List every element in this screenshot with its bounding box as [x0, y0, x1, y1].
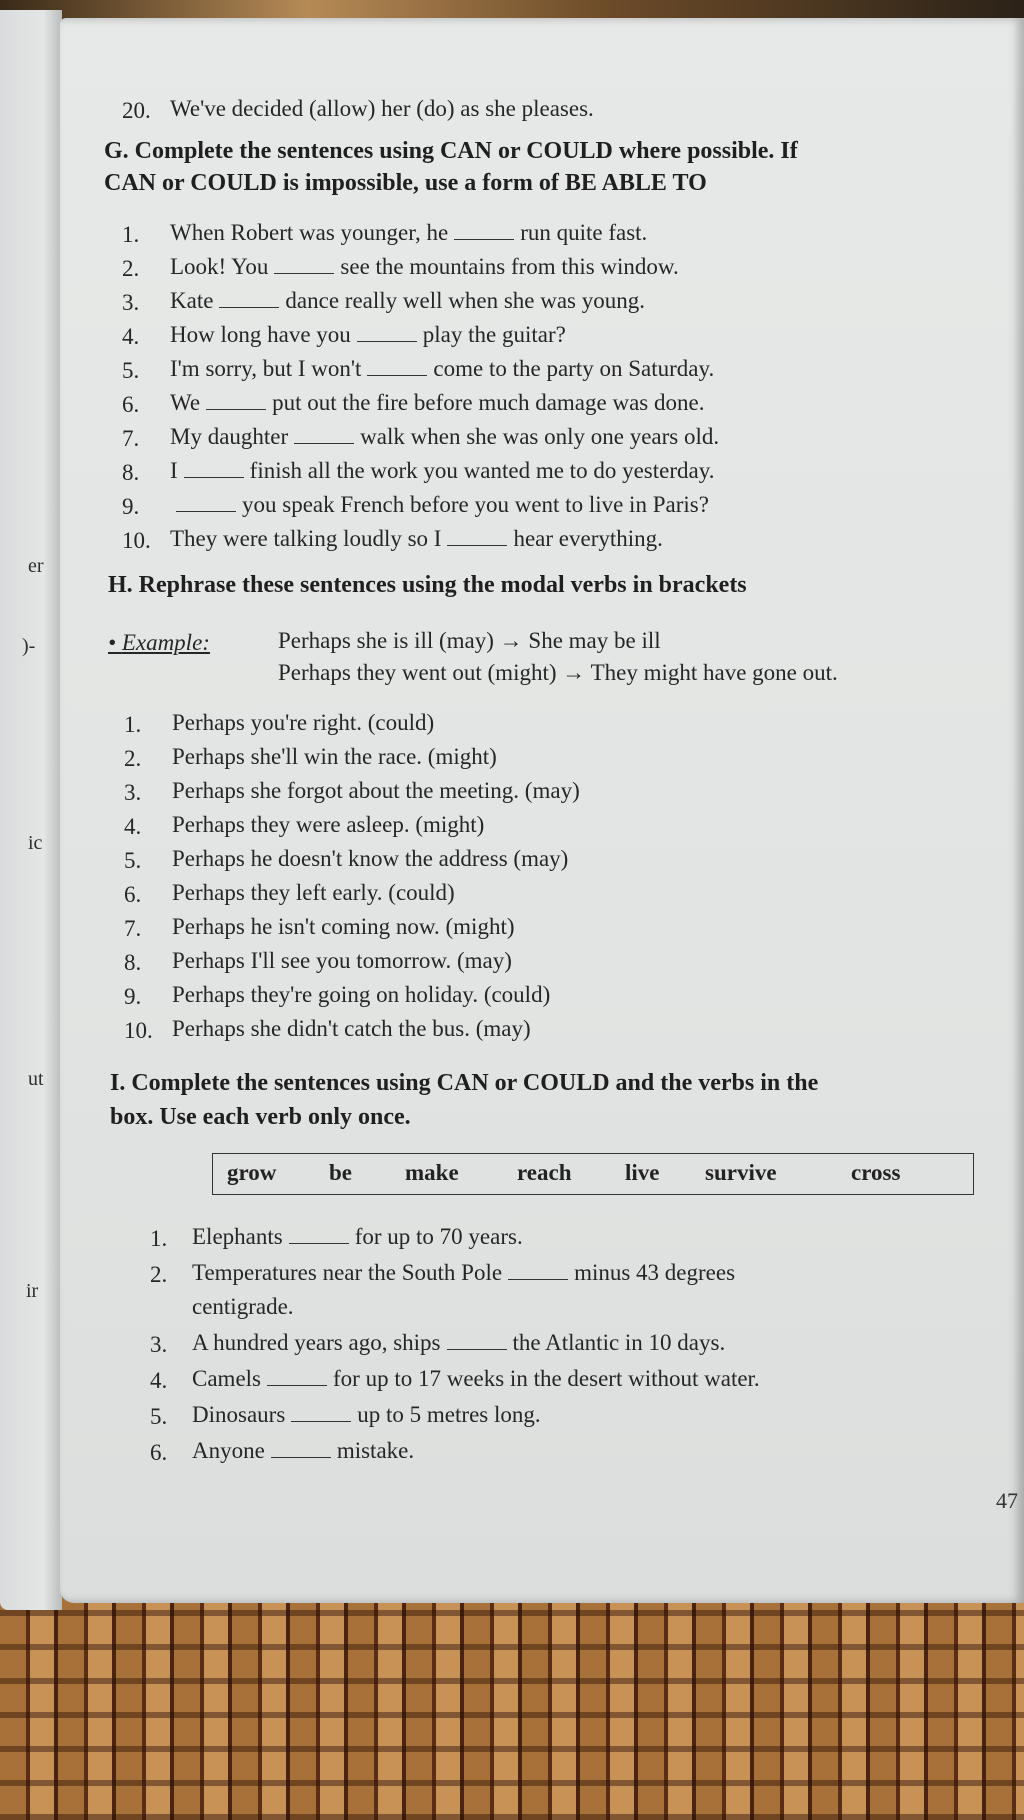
item-text: Perhaps he doesn't know the address (may) [172, 846, 569, 871]
left-page-fragment: )- [22, 635, 36, 657]
item-text: Camels for up to 17 weeks in the desert without water. [192, 1366, 760, 1391]
example-line: Perhaps they went out (might) → They might have gone out. [278, 660, 838, 685]
left-page-edge [0, 10, 62, 1610]
item-text-cont: centigrade. [192, 1294, 294, 1319]
item-text: Perhaps she forgot about the meeting. (may) [172, 778, 580, 803]
verb-word: reach [517, 1160, 572, 1185]
item-text: Perhaps she'll win the race. (might) [172, 744, 497, 769]
answer-blank[interactable] [291, 1403, 351, 1422]
item-number: 5. [122, 358, 140, 383]
item-number: 2. [150, 1262, 168, 1287]
example-label: • Example: [108, 630, 210, 655]
answer-blank[interactable] [357, 323, 417, 342]
verb-word: grow [227, 1160, 277, 1185]
item-text: We put out the fire before much damage was done. [170, 390, 705, 415]
section-i-heading-cont: box. Use each verb only once. [110, 1104, 411, 1130]
item-number: 20. [122, 98, 151, 123]
left-page-fragment: er [28, 555, 44, 577]
example-line: Perhaps she is ill (may) → She may be ill [278, 628, 661, 653]
item-number: 3. [122, 290, 140, 315]
answer-blank[interactable] [454, 221, 514, 240]
item-number: 1. [124, 712, 142, 737]
item-text: My daughter walk when she was only one years old. [170, 424, 720, 449]
woven-mat-background [0, 1590, 1024, 1820]
item-text: I finish all the work you wanted me to do yesterday. [170, 458, 715, 483]
item-number: 2. [122, 256, 140, 281]
section-g-heading-cont: CAN or COULD is impossible, use a form of BE ABLE TO [104, 170, 707, 196]
item-number: 9. [124, 984, 142, 1009]
item-number: 2. [124, 746, 142, 771]
item-number: 4. [150, 1368, 168, 1393]
page-number: 47 [996, 1488, 1018, 1513]
item-text: Perhaps they were asleep. (might) [172, 812, 485, 837]
answer-blank[interactable] [508, 1261, 568, 1280]
verb-box [212, 1153, 974, 1195]
verb-word: survive [705, 1160, 777, 1185]
item-number: 4. [122, 324, 140, 349]
item-number: 7. [122, 426, 140, 451]
verb-word: cross [851, 1160, 901, 1185]
section-i-heading: I. Complete the sentences using CAN or COULD and the verbs in the [110, 1070, 819, 1096]
left-page-fragment: ir [26, 1280, 39, 1302]
answer-blank[interactable] [447, 527, 507, 546]
item-number: 9. [122, 494, 140, 519]
item-number: 6. [122, 392, 140, 417]
item-text: Temperatures near the South Pole minus 43 degrees [192, 1260, 736, 1285]
book-page [60, 18, 1024, 1603]
item-text: you speak French before you went to live in Paris? [170, 492, 709, 518]
item-text: Anyone mistake. [192, 1438, 415, 1463]
item-number: 4. [124, 814, 142, 839]
item-number: 1. [150, 1226, 168, 1251]
answer-blank[interactable] [206, 391, 266, 410]
item-text: Perhaps he isn't coming now. (might) [172, 914, 515, 939]
item-number: 8. [122, 460, 140, 485]
item-number: 3. [124, 780, 142, 805]
answer-blank[interactable] [184, 459, 244, 478]
left-page-fragment: ic [28, 832, 43, 854]
answer-blank[interactable] [267, 1367, 327, 1386]
answer-blank[interactable] [294, 425, 354, 444]
item-number: 6. [150, 1440, 168, 1465]
answer-blank[interactable] [367, 357, 427, 376]
section-g-heading: G. Complete the sentences using CAN or COULD where possible. If [104, 138, 798, 164]
verb-word: make [405, 1160, 459, 1185]
item-text: They were talking loudly so I hear everything. [170, 526, 663, 551]
answer-blank[interactable] [176, 493, 236, 512]
answer-blank[interactable] [271, 1439, 331, 1458]
verb-word: live [625, 1160, 660, 1185]
item-text: Dinosaurs up to 5 metres long. [192, 1402, 541, 1427]
item-number: 5. [150, 1404, 168, 1429]
verb-word: be [329, 1160, 352, 1185]
item-text: Perhaps she didn't catch the bus. (may) [172, 1016, 531, 1041]
item-number: 5. [124, 848, 142, 873]
item-text: We've decided (allow) her (do) as she pleases. [170, 96, 594, 121]
section-h-heading: H. Rephrase these sentences using the modal verbs in brackets [108, 572, 747, 598]
answer-blank[interactable] [289, 1225, 349, 1244]
item-text: Look! You see the mountains from this window. [170, 254, 679, 279]
item-number: 10. [122, 528, 151, 553]
item-text: How long have you play the guitar? [170, 322, 566, 347]
item-text: Perhaps I'll see you tomorrow. (may) [172, 948, 512, 973]
item-text: Kate dance really well when she was young. [170, 288, 645, 313]
item-text: I'm sorry, but I won't come to the party on Saturday. [170, 356, 715, 381]
answer-blank[interactable] [219, 289, 279, 308]
item-number: 1. [122, 222, 140, 247]
item-text: A hundred years ago, ships the Atlantic in 10 days. [192, 1330, 726, 1355]
item-text: Perhaps you're right. (could) [172, 710, 435, 735]
item-text: Elephants for up to 70 years. [192, 1224, 523, 1249]
answer-blank[interactable] [274, 255, 334, 274]
left-page-fragment: ut [28, 1068, 44, 1090]
item-text: When Robert was younger, he run quite fast. [170, 220, 648, 245]
item-number: 7. [124, 916, 142, 941]
item-text: Perhaps they left early. (could) [172, 880, 455, 905]
answer-blank[interactable] [447, 1331, 507, 1350]
item-text: Perhaps they're going on holiday. (could) [172, 982, 551, 1007]
item-number: 6. [124, 882, 142, 907]
item-number: 3. [150, 1332, 168, 1357]
item-number: 10. [124, 1018, 153, 1043]
item-number: 8. [124, 950, 142, 975]
